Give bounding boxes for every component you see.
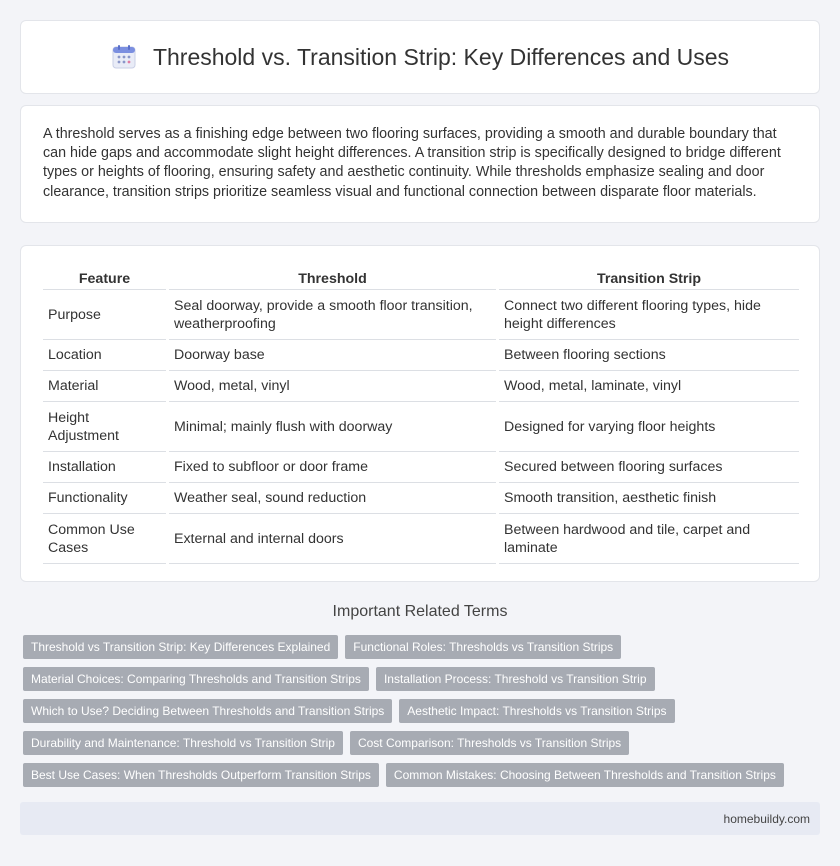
table-cell: External and internal doors	[169, 514, 496, 564]
table-row	[43, 483, 799, 514]
comparison-table-card	[20, 245, 820, 582]
table-cell: Functionality	[43, 483, 166, 514]
related-term-tag[interactable]: Cost Comparison: Thresholds vs Transition Strips	[350, 731, 629, 755]
table-row	[43, 340, 799, 371]
table-cell: Installation	[43, 452, 166, 483]
related-term-tag[interactable]: Durability and Maintenance: Threshold vs Transition Strip	[23, 731, 343, 755]
table-cell: Height Adjustment	[43, 402, 166, 452]
column-header: Feature	[43, 266, 166, 290]
related-term-tag[interactable]: Threshold vs Transition Strip: Key Differences Explained	[23, 635, 338, 659]
footer	[20, 802, 820, 835]
related-term-tag[interactable]: Common Mistakes: Choosing Between Thresholds and Transition Strips	[386, 763, 784, 787]
table-cell: Common Use Cases	[43, 514, 166, 564]
table-row	[43, 371, 799, 402]
table-row	[43, 514, 799, 564]
table-cell: Wood, metal, vinyl	[169, 371, 496, 402]
table-cell: Purpose	[43, 290, 166, 340]
title-wrap	[111, 44, 729, 71]
table-cell: Wood, metal, laminate, vinyl	[499, 371, 799, 402]
related-terms-heading: Important Related Terms	[332, 603, 508, 620]
related-term-tag[interactable]: Installation Process: Threshold vs Transition Strip	[376, 667, 655, 691]
table-header-row	[43, 266, 799, 290]
related-term-tag[interactable]: Aesthetic Impact: Thresholds vs Transition Strips	[399, 699, 674, 723]
column-header: Threshold	[169, 266, 496, 290]
table-cell: Seal doorway, provide a smooth floor transition, weatherproofing	[169, 290, 496, 340]
related-term-tag[interactable]: Which to Use? Deciding Between Thresholds and Transition Strips	[23, 699, 392, 723]
table-cell: Minimal; mainly flush with doorway	[169, 402, 496, 452]
related-term-tag[interactable]: Best Use Cases: When Thresholds Outperform Transition Strips	[23, 763, 379, 787]
calendar-icon	[111, 44, 137, 70]
table-cell: Between flooring sections	[499, 340, 799, 371]
table-row	[43, 290, 799, 340]
table-cell: Doorway base	[169, 340, 496, 371]
table-cell: Connect two different flooring types, hide height differences	[499, 290, 799, 340]
table-cell: Fixed to subfloor or door frame	[169, 452, 496, 483]
table-cell: Between hardwood and tile, carpet and laminate	[499, 514, 799, 564]
page-title: Threshold vs. Transition Strip: Key Differences and Uses	[152, 43, 730, 70]
column-header: Transition Strip	[499, 266, 799, 290]
table-cell: Designed for varying floor heights	[499, 402, 799, 452]
related-term-tag[interactable]: Functional Roles: Thresholds vs Transition Strips	[345, 635, 621, 659]
table-cell: Location	[43, 340, 166, 371]
header-card	[20, 20, 820, 94]
intro-paragraph: A threshold serves as a finishing edge between two flooring surfaces, providing a smooth and durable boundary that can hide gaps and accommodate slight height differences. A transition strip is specifically designed to bridge different types or heights of flooring, ensuring safety and aesthetic continuity. While thresholds emphasize sealing and door clearance, transition strips prioritize seamless visual and functional connection between disparate floor materials.	[43, 126, 781, 200]
table-cell: Secured between flooring surfaces	[499, 452, 799, 483]
intro-card	[20, 105, 820, 223]
table-cell: Weather seal, sound reduction	[169, 483, 496, 514]
table-row	[43, 452, 799, 483]
related-term-tag[interactable]: Material Choices: Comparing Thresholds and Transition Strips	[23, 667, 369, 691]
table-cell: Smooth transition, aesthetic finish	[499, 483, 799, 514]
table-cell: Material	[43, 371, 166, 402]
table-row	[43, 402, 799, 452]
comparison-table	[43, 266, 799, 564]
footer-site-link[interactable]: homebuildy.com	[723, 811, 810, 826]
related-terms-list	[23, 635, 823, 795]
